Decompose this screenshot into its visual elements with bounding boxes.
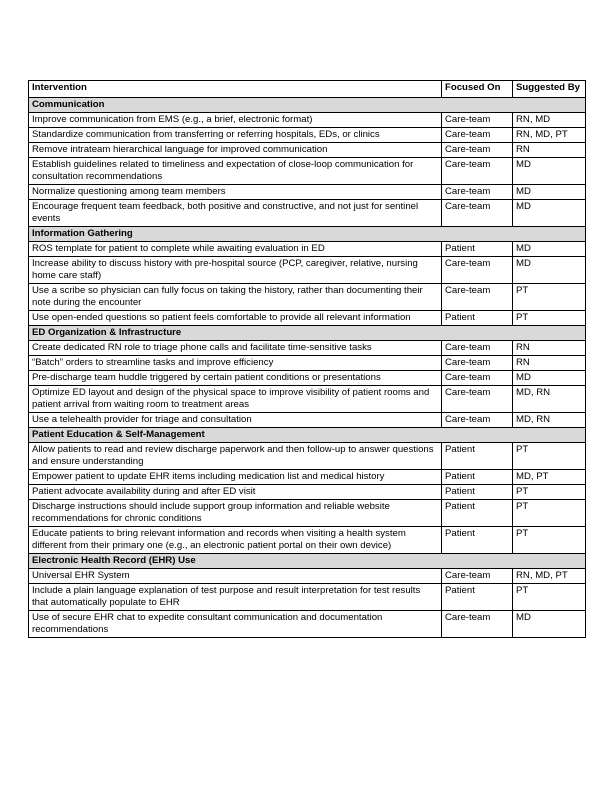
table-row (29, 527, 586, 554)
focused-on-cell: Patient (442, 311, 513, 326)
table-row (29, 500, 586, 527)
intervention-cell: Empower patient to update EHR items including medication list and medical history (29, 470, 442, 485)
focused-on-cell: Patient (442, 443, 513, 470)
table-row (29, 143, 586, 158)
focused-on-cell: Care-team (442, 569, 513, 584)
table-body (29, 98, 586, 638)
suggested-by-cell: RN (513, 143, 586, 158)
intervention-cell: Patient advocate availability during and after ED visit (29, 485, 442, 500)
suggested-by-cell: PT (513, 485, 586, 500)
intervention-cell: “Batch” orders to streamline tasks and improve efficiency (29, 356, 442, 371)
table-row (29, 257, 586, 284)
table-row (29, 113, 586, 128)
focused-on-cell: Care-team (442, 128, 513, 143)
focused-on-cell: Care-team (442, 284, 513, 311)
suggested-by-cell: PT (513, 443, 586, 470)
focused-on-cell: Patient (442, 584, 513, 611)
section-title: Information Gathering (29, 227, 586, 242)
section-header-row (29, 98, 586, 113)
table-row (29, 341, 586, 356)
intervention-cell: Use a scribe so physician can fully focus on taking the history, rather than documenting their note during the encounter (29, 284, 442, 311)
intervention-cell: Encourage frequent team feedback, both positive and constructive, and not just for sentinel events (29, 200, 442, 227)
intervention-cell: Improve communication from EMS (e.g., a brief, electronic format) (29, 113, 442, 128)
document-page (28, 80, 585, 638)
focused-on-cell: Care-team (442, 257, 513, 284)
section-header-row (29, 227, 586, 242)
header-focused-on: Focused On (442, 81, 513, 98)
suggested-by-cell: MD (513, 158, 586, 185)
suggested-by-cell: MD (513, 611, 586, 638)
table-row (29, 386, 586, 413)
suggested-by-cell: RN, MD, PT (513, 128, 586, 143)
suggested-by-cell: RN, MD, PT (513, 569, 586, 584)
section-title: Communication (29, 98, 586, 113)
suggested-by-cell: MD (513, 242, 586, 257)
focused-on-cell: Care-team (442, 356, 513, 371)
intervention-cell: Pre-discharge team huddle triggered by certain patient conditions or presentations (29, 371, 442, 386)
suggested-by-cell: RN (513, 356, 586, 371)
table-row (29, 158, 586, 185)
suggested-by-cell: MD, RN (513, 413, 586, 428)
focused-on-cell: Care-team (442, 386, 513, 413)
header-intervention: Intervention (29, 81, 442, 98)
section-header-row (29, 554, 586, 569)
intervention-cell: Optimize ED layout and design of the physical space to improve visibility of patient rooms and patient arrival from waiting room to treatment areas (29, 386, 442, 413)
intervention-cell: Increase ability to discuss history with pre-hospital source (PCP, caregiver, relative, nursing home care staff) (29, 257, 442, 284)
focused-on-cell: Patient (442, 500, 513, 527)
table-row (29, 242, 586, 257)
focused-on-cell: Care-team (442, 185, 513, 200)
table-row (29, 584, 586, 611)
table-row (29, 356, 586, 371)
focused-on-cell: Care-team (442, 413, 513, 428)
suggested-by-cell: PT (513, 584, 586, 611)
table-row (29, 443, 586, 470)
intervention-cell: Use a telehealth provider for triage and consultation (29, 413, 442, 428)
intervention-cell: Discharge instructions should include support group information and reliable website recommendations for chronic conditions (29, 500, 442, 527)
focused-on-cell: Care-team (442, 200, 513, 227)
intervention-cell: Create dedicated RN role to triage phone calls and facilitate time-sensitive tasks (29, 341, 442, 356)
suggested-by-cell: PT (513, 284, 586, 311)
intervention-cell: Universal EHR System (29, 569, 442, 584)
table-row (29, 611, 586, 638)
focused-on-cell: Care-team (442, 371, 513, 386)
intervention-cell: Allow patients to read and review discharge paperwork and then follow-up to answer questions and ensure understanding (29, 443, 442, 470)
intervention-cell: Educate patients to bring relevant information and records when visiting a health system different from their primary one (e.g., an electronic patient portal on their own device) (29, 527, 442, 554)
suggested-by-cell: MD (513, 200, 586, 227)
table-row (29, 413, 586, 428)
intervention-cell: Use of secure EHR chat to expedite consultant communication and documentation recommendations (29, 611, 442, 638)
intervention-cell: Establish guidelines related to timeliness and expectation of close-loop communication for consultation recommendations (29, 158, 442, 185)
table-row (29, 470, 586, 485)
suggested-by-cell: MD, PT (513, 470, 586, 485)
focused-on-cell: Care-team (442, 158, 513, 185)
suggested-by-cell: MD (513, 185, 586, 200)
intervention-cell: ROS template for patient to complete while awaiting evaluation in ED (29, 242, 442, 257)
section-title: Patient Education & Self-Management (29, 428, 586, 443)
intervention-cell: Use open-ended questions so patient feels comfortable to provide all relevant information (29, 311, 442, 326)
table-row (29, 128, 586, 143)
suggested-by-cell: MD (513, 371, 586, 386)
suggested-by-cell: RN, MD (513, 113, 586, 128)
suggested-by-cell: PT (513, 500, 586, 527)
intervention-cell: Include a plain language explanation of test purpose and result interpretation for test results that automatically populate to EHR (29, 584, 442, 611)
focused-on-cell: Patient (442, 242, 513, 257)
section-title: Electronic Health Record (EHR) Use (29, 554, 586, 569)
table-row (29, 371, 586, 386)
table-row (29, 185, 586, 200)
table-row (29, 485, 586, 500)
focused-on-cell: Care-team (442, 113, 513, 128)
interventions-table (28, 80, 586, 638)
table-row (29, 311, 586, 326)
focused-on-cell: Care-team (442, 341, 513, 356)
suggested-by-cell: MD, RN (513, 386, 586, 413)
suggested-by-cell: RN (513, 341, 586, 356)
suggested-by-cell: MD (513, 257, 586, 284)
intervention-cell: Remove intrateam hierarchical language for improved communication (29, 143, 442, 158)
table-row (29, 200, 586, 227)
table-header-row (29, 81, 586, 98)
table-row (29, 284, 586, 311)
suggested-by-cell: PT (513, 311, 586, 326)
focused-on-cell: Care-team (442, 611, 513, 638)
header-suggested-by: Suggested By (513, 81, 586, 98)
section-header-row (29, 326, 586, 341)
focused-on-cell: Patient (442, 485, 513, 500)
table-row (29, 569, 586, 584)
focused-on-cell: Care-team (442, 143, 513, 158)
intervention-cell: Normalize questioning among team members (29, 185, 442, 200)
suggested-by-cell: PT (513, 527, 586, 554)
section-title: ED Organization & Infrastructure (29, 326, 586, 341)
section-header-row (29, 428, 586, 443)
focused-on-cell: Patient (442, 470, 513, 485)
focused-on-cell: Patient (442, 527, 513, 554)
intervention-cell: Standardize communication from transferring or referring hospitals, EDs, or clinics (29, 128, 442, 143)
